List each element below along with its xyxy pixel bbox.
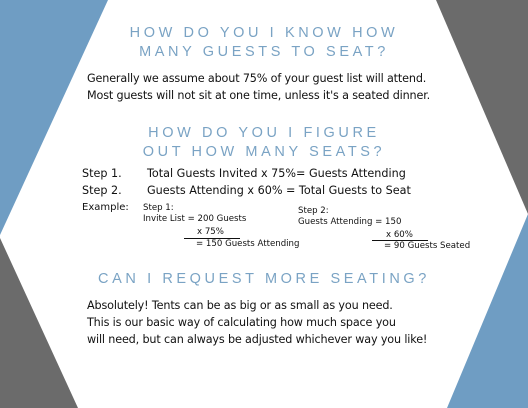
heading-line: HOW DO YOU I FIGURE xyxy=(148,125,380,141)
more-seating-body-text xyxy=(87,297,427,348)
example-step1-line1: Invite List = 200 Guests xyxy=(143,214,247,224)
heading-line: HOW DO YOU I KNOW HOW xyxy=(129,25,399,41)
example-step1-line3: = 150 Guests Attending xyxy=(196,239,300,249)
example-step2-line1: Guests Attending = 150 xyxy=(298,217,402,227)
example-step2-line3: = 90 Guests Seated xyxy=(384,241,471,251)
heading-line: CAN I REQUEST MORE SEATING? xyxy=(98,271,430,287)
section-heading-seats xyxy=(0,124,528,162)
example-step1-line2: x 75% xyxy=(197,227,224,237)
step-2-label: Step 2. xyxy=(82,184,122,197)
section-heading-more-seating xyxy=(0,270,528,289)
guests-body-text xyxy=(87,70,430,104)
step-1-label: Step 1. xyxy=(82,167,122,180)
step-2-text: Guests Attending x 60% = Total Guests to Seat xyxy=(147,184,411,197)
body-line: Most guests will not sit at one time, unless it's a seated dinner. xyxy=(87,89,431,102)
body-line: This is our basic way of calculating how much space you xyxy=(87,316,396,329)
heading-line: MANY GUESTS TO SEAT? xyxy=(139,44,389,60)
body-line: will need, but can always be adjusted whichever way you like! xyxy=(87,333,428,346)
step-1-text: Total Guests Invited x 75%= Guests Attending xyxy=(147,167,406,180)
heading-line: OUT HOW MANY SEATS? xyxy=(142,144,386,160)
example-label: Example: xyxy=(82,202,129,213)
example-step2-line2: x 60% xyxy=(386,230,413,240)
body-line: Absolutely! Tents can be as big or as small as you need. xyxy=(87,299,393,312)
bottom-left-gray-triangle xyxy=(0,238,78,408)
section-heading-guests xyxy=(0,24,528,62)
example-step2-title: Step 2: xyxy=(298,206,329,216)
example-step1-title: Step 1: xyxy=(143,203,174,213)
body-line: Generally we assume about 75% of your guest list will attend. xyxy=(87,72,427,85)
